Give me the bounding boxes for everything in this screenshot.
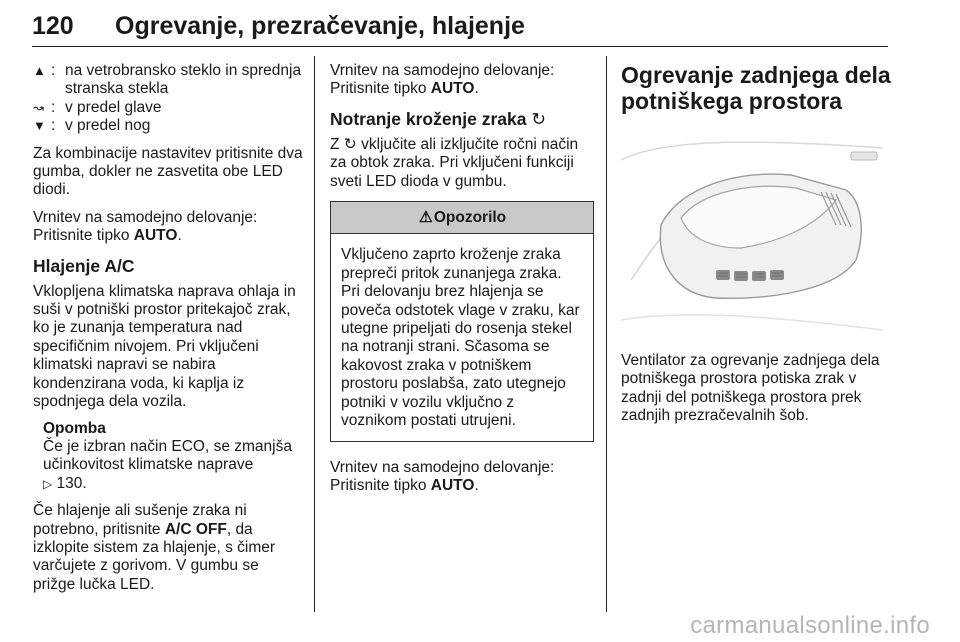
paragraph-recirculation [330,136,598,191]
legend-text-head: v predel glave [65,98,162,116]
paragraph-combination: Za kombinacije nastavitev pritisnite dva gumba, dokler ne zasvetita obe LED diodi. [33,144,303,199]
ac-off-key: A/C OFF [164,520,227,538]
auto-end: . [474,80,479,98]
column-divider [606,56,607,612]
paragraph-ac-off [33,502,305,594]
ac-off-text-pre: Če hlajenje ali sušenje zraka ni potrebno, pritisnite [33,502,247,538]
heading-recirculation [330,109,598,130]
legend-text-windshield: na vetrobransko steklo in sprednja stranska stekla [65,62,302,98]
page-header [32,8,888,47]
recirc-text-post: vključite ali izključite ročni način za obtok zraka. Pri vključeni funkciji sveti LED dioda v gumbu. [330,135,579,190]
column-middle [330,62,598,495]
page-number: 120 [32,12,74,40]
warning-triangle-icon: ⚠ [418,209,433,227]
vent-legend [33,62,305,136]
legend-text-feet: v predel nog [65,117,151,135]
reference-arrow-icon: ▷ [43,476,53,491]
legend-colon: : [51,98,56,116]
heading-recirculation-text: Notranje kroženje zraka [330,108,527,129]
warning-header [331,202,593,234]
page-title: Ogrevanje, prezračevanje, hlajenje [115,12,525,40]
auto-end: . [177,227,182,245]
recirculation-icon: ↻ [531,108,547,129]
auto-line2: Pritisnite tipko [330,80,431,98]
note-text: Če je izbran način ECO, se zmanjša učinkovitost klimatske naprave [43,437,292,474]
auto-line2: Pritisnite tipko [33,227,134,245]
column-divider [314,56,315,612]
auto-key: AUTO [430,80,475,98]
heading-rear-heating: Ogrevanje zadnjega dela potniškega prostora [621,62,891,114]
note-block [33,420,305,494]
auto-end: . [474,476,479,494]
paragraph-auto [33,209,305,246]
column-left [33,62,305,594]
recirc-text-pre: Z [330,135,344,153]
auto-line1: Vrnitev na samodejno delovanje: [330,458,555,476]
rear-vent-illustration [621,130,883,338]
auto-line1: Vrnitev na samodejno delovanje: [330,62,555,79]
warning-box [330,201,594,441]
auto-line2: Pritisnite tipko [330,476,431,494]
heading-ac: Hlajenje A/C [33,255,135,276]
foot-vent-icon: ▼ [33,118,46,134]
legend-colon: : [51,117,56,135]
note-title: Opomba [43,419,106,437]
auto-key: AUTO [430,476,475,494]
auto-line1: Vrnitev na samodejno delovanje: [33,208,258,226]
warning-title: Opozorilo [433,209,507,227]
legend-colon: : [51,62,56,79]
warning-text: Vključeno zaprto kroženje zraka prepreči pritok zunanjega zraka. Pri delovanju brez hlajenja se poveča odstotek vlage v zraku, kar utegne pripeljati do rosenja stekel na notranji strani. Sčasoma se kakovost zraka v potniškem prostoru poslabša, zato utegnejo potniki v vozilu vključno z voznikom postati utrujeni. [341,246,580,430]
auto-key: AUTO [133,227,178,245]
caption-rear-heating: Ventilator za ogrevanje zadnjega dela potniškega prostora potiska zrak v zadnji del potniškega prostora prek zadnjih prezračevalnih šob. [621,352,880,425]
paragraph-ac: Vklopljena klimatska naprava ohlaja in suši v potniški prostor pritekajoč zrak, ko je zunanja temperatura nad specifičnim nivojem. Pri vključeni klimatski napravi se nabira kondenzirana voda, ki kaplja iz spodnjega dela vozila. [33,282,296,411]
recirculation-icon: ↻ [343,135,357,153]
head-vent-icon: ↝ [33,99,44,115]
column-right [621,62,891,426]
watermark: carmanualsonline.info [690,612,930,639]
paragraph-auto-bottom [330,459,598,496]
windshield-vent-icon: ▲ [33,63,46,78]
paragraph-auto-top [330,62,598,99]
note-page-ref[interactable]: 130. [52,474,87,492]
ac-off-text-post: , da izklopite sistem za hlajenje, s čimer varčujete z gorivom. V gumbu se prižge lučka LED. [33,520,276,593]
